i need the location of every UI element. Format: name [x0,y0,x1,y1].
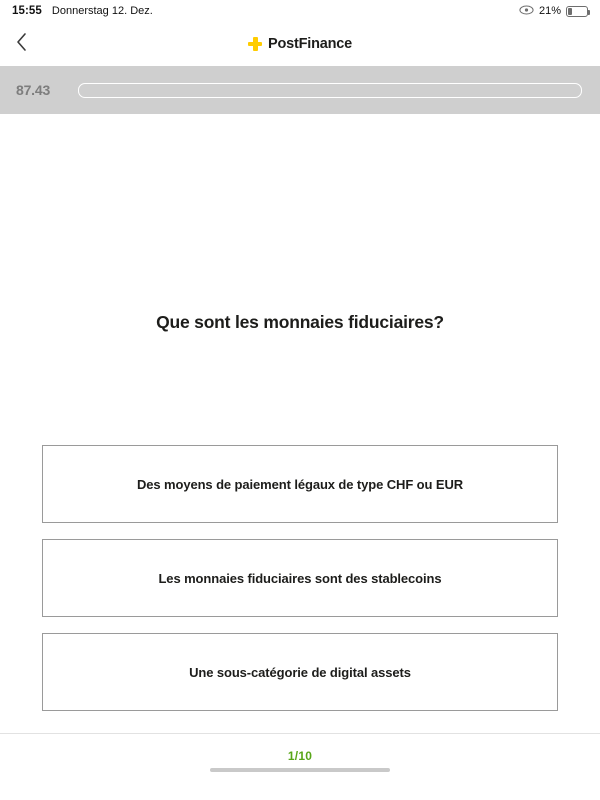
chevron-left-icon [16,32,28,57]
progress-strip [0,66,600,114]
home-indicator[interactable] [210,768,390,772]
answer-options-list [0,445,600,711]
brand-logo [0,22,600,66]
back-button[interactable] [0,22,44,66]
battery-percent-label: 21% [538,5,561,17]
page-counter: 1/10 [287,749,313,763]
progress-bar [78,83,582,98]
status-date: Donnerstag 12. Dez. [51,5,153,17]
quiz-question: Que sont les monnaies fiduciaires? [156,312,444,332]
answer-option[interactable]: Les monnaies fiduciaires sont des stablecoins [42,539,558,617]
quiz-area [0,114,600,778]
app-navigation-bar [0,22,600,66]
battery-icon [566,6,588,17]
answer-option[interactable]: Une sous-catégorie de digital assets [42,633,558,711]
brand-name-label: PostFinance [267,36,352,52]
postfinance-cross-icon [248,37,263,52]
answer-option[interactable]: Des moyens de paiement légaux de type CHF ou EUR [42,445,558,523]
status-bar [0,0,600,22]
eye-icon [519,5,534,18]
status-time: 15:55 [12,5,42,17]
score-label: 87.43 [16,82,51,98]
status-bar-left [12,5,153,17]
battery-fill [568,8,572,15]
status-bar-right [519,5,588,18]
